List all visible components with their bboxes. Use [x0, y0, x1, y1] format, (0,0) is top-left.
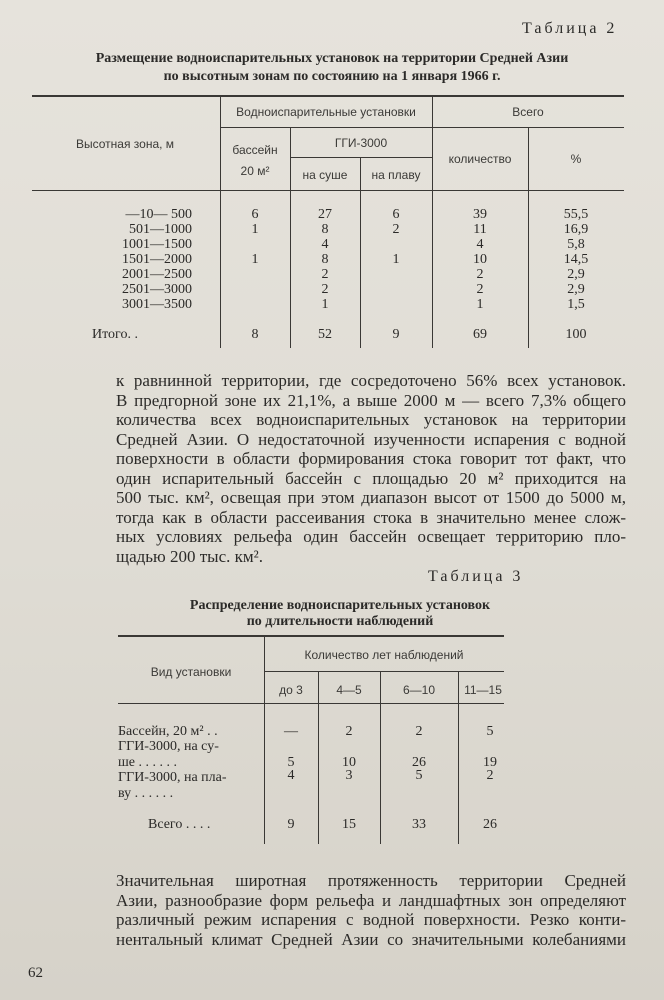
- table2-header-installations: Водноиспарительные установки: [236, 105, 416, 119]
- table3-row-label: ву . . . . . .: [118, 786, 174, 801]
- text-line: различный режим испарения с водной поверхности. Резко конти-: [116, 910, 626, 929]
- text-line: к равнинной территории, где сосредоточено 56% всех установок.: [116, 371, 626, 390]
- table3-row-label: Всего . . . .: [148, 817, 211, 832]
- table3-value: 10: [342, 755, 356, 770]
- table3-value: 2: [345, 724, 353, 739]
- page-number: 62: [28, 965, 43, 981]
- table3-row-label: Бассейн, 20 м² . .: [118, 724, 218, 739]
- table2-percent: 5,8: [567, 237, 585, 252]
- text-line: один испарительный бассейн с площадью 20 м² приходится на: [116, 468, 626, 488]
- table3-header-c2: 4—5: [336, 683, 362, 697]
- table3-header-type: Вид установки: [150, 665, 232, 679]
- table2-total-float: 9: [392, 327, 400, 342]
- table2-rule-ggi: [290, 157, 432, 158]
- table2-header-percent: %: [570, 152, 582, 166]
- table2-land: 2: [321, 267, 329, 282]
- table3-value: 26: [412, 755, 426, 770]
- text-line: Азии, разнообразие форм рельефа и ландшафтных зон определяют: [116, 890, 626, 910]
- table2-zone: —10— 500: [125, 207, 192, 222]
- table3-value: —: [284, 724, 298, 739]
- text-line: нентальный климат Средней Азии со значительными колебаниями: [116, 929, 626, 949]
- table2-land: 27: [318, 207, 332, 222]
- table2-percent: 2,9: [567, 282, 585, 297]
- table2-total-basin: 8: [251, 327, 259, 342]
- table2-zone: 501—1000: [129, 222, 192, 237]
- table2-header-float: на плаву: [371, 168, 421, 182]
- table3-value: 9: [287, 817, 295, 832]
- table2-header-zone: Высотная зона, м: [75, 137, 175, 151]
- table2-percent: 14,5: [563, 252, 589, 267]
- table2-zone: 1501—2000: [122, 252, 192, 267]
- table3-row-label: ше . . . . . .: [118, 755, 177, 770]
- text-line: щадью 200 тыс. км².: [116, 546, 263, 566]
- table2-total-percent: 100: [565, 327, 587, 342]
- table3-value: 2: [486, 768, 494, 783]
- table2-total-count: 69: [473, 327, 487, 342]
- body-paragraph-1: [116, 371, 626, 566]
- table2-zone: 2001—2500: [122, 267, 192, 282]
- table2-zone: 1001—1500: [122, 237, 192, 252]
- text-line: В предгорной зоне их 21,1%, а выше 2000 м — всего 7,3% общего: [116, 390, 626, 410]
- table3-header-rule: [118, 703, 504, 704]
- table2-basin: 1: [251, 222, 259, 237]
- table3-title-line2: по длительности наблюдений: [246, 614, 434, 629]
- table3-caption: Таблица 3: [428, 568, 524, 585]
- table3-header-c1: до 3: [279, 683, 303, 697]
- table2-header-land: на суше: [302, 168, 348, 182]
- table2-total-label: Итого. .: [92, 327, 138, 342]
- text-line: поверхности в области формирования стока говорит тот факт, что: [116, 449, 626, 468]
- text-line: количества всех водноиспарительных установок на территории: [116, 410, 626, 429]
- table2-count: 39: [473, 207, 487, 222]
- table2-top-rule: [32, 95, 624, 97]
- text-line: Средней Азии. О недостаточной изученности испарения с водной: [116, 429, 626, 449]
- table2-count: 2: [476, 267, 484, 282]
- body-paragraph-2: [116, 871, 626, 949]
- table3-rule-sub: [264, 671, 504, 672]
- table3-value: 3: [345, 768, 353, 783]
- table2-header-total: Всего: [512, 105, 544, 119]
- table2-land: 1: [321, 297, 329, 312]
- table2-header-rule: [32, 190, 624, 191]
- table2-zone: 3001—3500: [122, 297, 192, 312]
- table3-value: 15: [342, 817, 356, 832]
- table2-zone: 2501—3000: [122, 282, 192, 297]
- table3-value: 33: [412, 817, 426, 832]
- table3-value: 4: [287, 768, 295, 783]
- table2-percent: 1,5: [567, 297, 585, 312]
- text-line: 500 тыс. км², освещая при этом диапазон высот от 1500 до 5000 м,: [116, 488, 626, 507]
- table2-caption: Таблица 2: [522, 20, 618, 37]
- table2-count: 10: [473, 252, 487, 267]
- table2-float: 2: [392, 222, 400, 237]
- table2-header-count: количество: [448, 152, 512, 166]
- table2-percent: 2,9: [567, 267, 585, 282]
- table2-float: 6: [392, 207, 400, 222]
- table3-title-line1: Распределение водноиспарительных установок: [189, 598, 491, 613]
- table3-top-rule: [118, 635, 504, 637]
- table2-count: 1: [476, 297, 484, 312]
- text-line: ных условиях рельефа один бассейн освещает территорию пло-: [116, 527, 626, 546]
- table2-total-land: 52: [318, 327, 332, 342]
- table3-value: 26: [483, 817, 497, 832]
- table3-row-label: ГГИ-3000, на пла-: [118, 770, 227, 785]
- table3-value: 2: [415, 724, 423, 739]
- table2-count: 11: [473, 222, 487, 237]
- table3-header-c4: 11—15: [464, 683, 502, 697]
- table3-value: 5: [486, 724, 494, 739]
- table2-land: 8: [321, 222, 329, 237]
- table2-land: 2: [321, 282, 329, 297]
- table2-count: 4: [476, 237, 484, 252]
- table3-value: 5: [415, 768, 423, 783]
- table2-percent: 16,9: [563, 222, 589, 237]
- table2-percent: 55,5: [563, 207, 589, 222]
- text-line: тогда как в области рассеивания стока в значительно менее слож-: [116, 507, 626, 527]
- table3-header-c3: 6—10: [402, 683, 436, 697]
- table2-basin: 1: [251, 252, 259, 267]
- table2-float: 1: [392, 252, 400, 267]
- table2-basin: 6: [251, 207, 259, 222]
- table2-title-line2: по высотным зонам по состоянию на 1 января 1966 г.: [163, 69, 501, 84]
- table2-count: 2: [476, 282, 484, 297]
- table2-header-ggi: ГГИ-3000: [334, 136, 388, 150]
- table2-land: 4: [321, 237, 329, 252]
- table2-rule-sub: [220, 127, 624, 128]
- table2-title-line1: Размещение водноиспарительных установок на территории Средней Азии: [95, 51, 569, 66]
- table2-land: 8: [321, 252, 329, 267]
- table3-header-years: Количество лет наблюдений: [304, 648, 464, 662]
- table2-header-basin-1: бассейн: [232, 143, 278, 157]
- table3-vrule-1: [264, 636, 265, 844]
- table2-header-basin-2: 20 м²: [240, 164, 270, 178]
- table3-value: 5: [287, 755, 295, 770]
- text-line: Значительная широтная протяженность территории Средней: [116, 871, 626, 890]
- table3-value: 19: [483, 755, 497, 770]
- table3-row-label: ГГИ-3000, на су-: [118, 739, 219, 754]
